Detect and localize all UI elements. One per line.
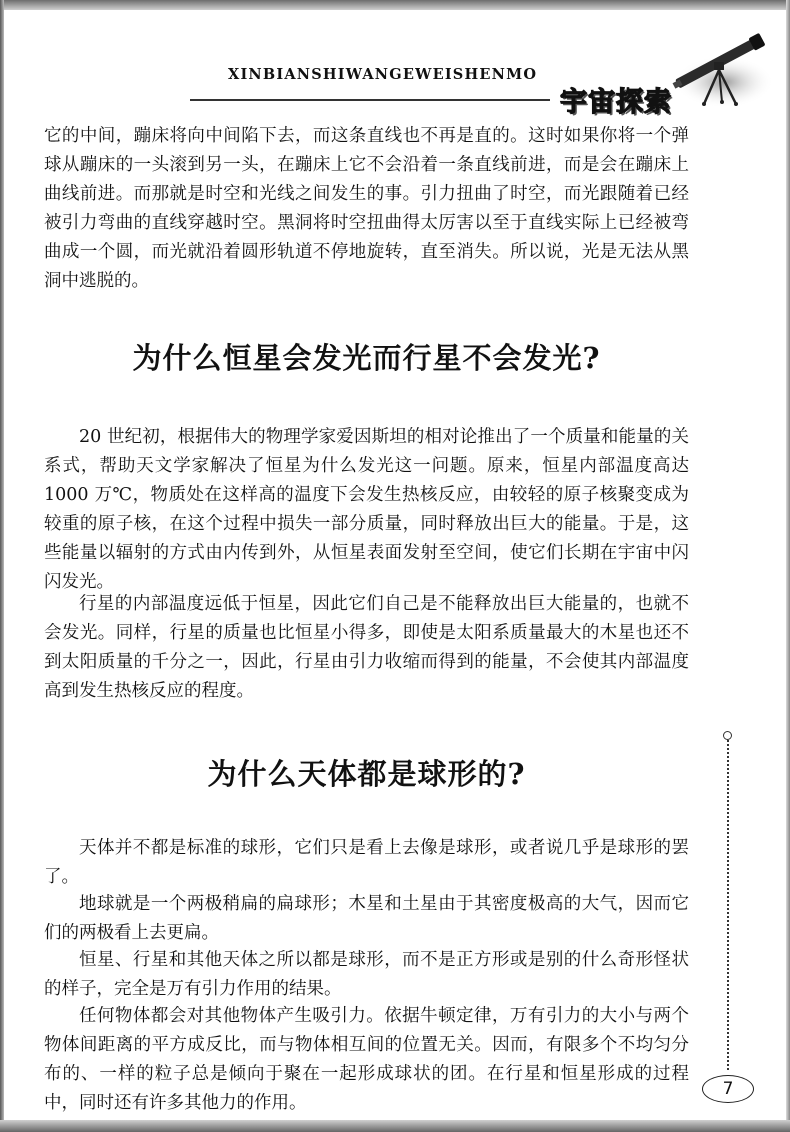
margin-dot-circle — [723, 731, 732, 740]
section1-paragraph: 行星的内部温度远低于恒星，因此它们自己是不能释放出巨大能量的，也就不会发光。同样，行星的质量也比恒星小得多，即使是太阳系质量最大的木星也还不到太阳质量的千分之一，因此，行星由引力收缩而得到的能量，不会使其内部温度高到发生热核反应的程度。 — [44, 594, 689, 701]
page-frame-top — [0, 0, 790, 10]
section-heading-spherical-bodies: 为什么天体都是球形的? — [207, 757, 526, 791]
telescope-icon — [664, 24, 774, 110]
header-pinyin-title: XINBIANSHIWANGEWEISHENMO — [228, 66, 538, 83]
header-rule — [190, 99, 550, 101]
section2-paragraph: 天体并不都是标准的球形，它们只是看上去像是球形，或者说几乎是球形的罢了。 — [44, 838, 689, 887]
page-frame-right — [786, 0, 790, 1132]
section-heading-stars-glow: 为什么恒星会发光而行星不会发光? — [132, 341, 601, 375]
page-number: 7 — [702, 1075, 754, 1103]
section2-paragraph: 地球就是一个两极稍扁的扁球形；木星和土星由于其密度极高的大气，因而它们的两极看上去更扁。 — [44, 894, 689, 943]
header-section-label: 宇宙探索 — [560, 87, 672, 118]
margin-dotted-line — [727, 740, 729, 1070]
page-frame-bottom — [0, 1120, 790, 1132]
section2-paragraph: 恒星、行星和其他天体之所以都是球形，而不是正方形或是别的什么奇形怪状的样子，完全是万有引力作用的结果。 — [44, 950, 689, 999]
page-frame-left — [0, 0, 4, 1132]
section2-paragraph: 任何物体都会对其他物体产生吸引力。依据牛顿定律，万有引力的大小与两个物体间距离的平方成反比，而与物体相互间的位置无关。因而，有限多个不均匀分布的、一样的粒子总是倾向于聚在一起形成球状的团。在行星和恒星形成的过程中，同时还有许多其他力的作用。 — [44, 1006, 689, 1113]
section1-paragraph: 20 世纪初，根据伟大的物理学家爱因斯坦的相对论推出了一个质量和能量的关系式，帮助天文学家解决了恒星为什么发光这一问题。原来，恒星内部温度高达 1000 万℃，物质处在这样高的温度下会发生热核反应，由较轻的原子核聚变成为较重的原子核，在这个过程中损失一部分质量，同时释放出巨大的能量。于是，这些能量以辐射的方式由内传到外，从恒星表面发射至空间，使它们长期在宇宙中闪闪发光。 — [44, 427, 689, 592]
intro-paragraph: 它的中间，蹦床将向中间陷下去，而这条直线也不再是直的。这时如果你将一个弹球从蹦床的一头滚到另一头，在蹦床上它不会沿着一条直线前进，而是会在蹦床上曲线前进。而那就是时空和光线之间发生的事。引力扭曲了时空，而光跟随着已经被引力弯曲的直线穿越时空。黑洞将时空扭曲得太厉害以至于直线实际上已经被弯曲成一个圆，而光就沿着圆形轨道不停地旋转，直至消失。所以说，光是无法从黑洞中逃脱的。 — [44, 126, 689, 291]
